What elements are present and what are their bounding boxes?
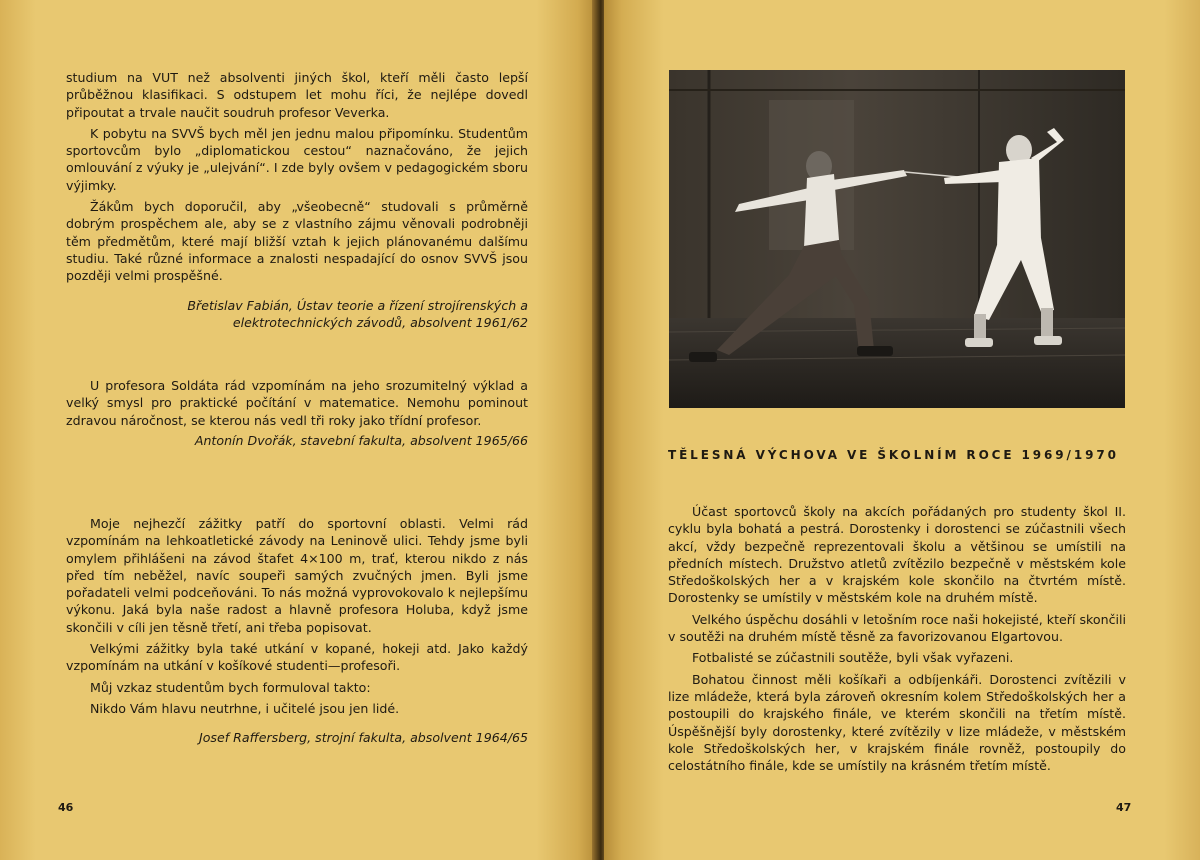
fencers-photo bbox=[669, 70, 1125, 408]
paragraph: U profesora Soldáta rád vzpomínám na jeho srozumitelný výklad a velký smysl pro praktické počítání v matematice. Nemohu pominout zdravou náročnost, se kterou nás vedl tři roky jako třídní profesor. bbox=[66, 378, 528, 428]
left-page bbox=[0, 0, 596, 860]
paragraph: Nikdo Vám hlavu neutrhne, i učitelé jsou jen lidé. bbox=[90, 700, 400, 716]
reminiscence-raffersberg bbox=[66, 515, 528, 747]
section-heading: TĚLESNÁ VÝCHOVA VE ŠKOLNÍM ROCE 1969/1970 bbox=[668, 448, 1119, 462]
page-number-right: 47 bbox=[1116, 801, 1132, 814]
page-number-left: 46 bbox=[58, 801, 74, 814]
reminiscence-dvorak bbox=[66, 377, 528, 449]
paragraph: Žákům bych doporučil, aby „všeobecně“ studovali s průměrně dobrým prospěchem ale, aby se z vlastního zájmu věnovali podrobněji těm předmětům, které mají bližší vztah k jejich plánovanému dalšímu studiu. Také různé informace a znalosti nespadající do osnov SVVŠ jsou později velmi prospěšné. bbox=[66, 199, 528, 284]
paragraph: Můj vzkaz studentům bych formuloval takto: bbox=[90, 679, 371, 695]
paragraph: Bohatou činnost měli košíkaři a odbíjenkáři. Dorostenci zvítězili v lize mládeže, která byla zároveň okresním kolem Středoškolských her a postoupili do krajského finále, ve kterém skončili na třetím místě. Úspěšnější byly dorostenky, které zvítězily v lize mládeže, v městském kole Středoškolských her, v krajském finále rovněž, postoupily do celostátního finále, kde se umístily na krásném třetím místě. bbox=[668, 671, 1126, 774]
paragraph: Účast sportovců školy na akcích pořádaných pro studenty škol II. cyklu byla bohatá a pestrá. Dorostenky i dorostenci se zúčastnili všech akcí, vždy bezpečně reprezentovali školu a většinou se umístili na předních místech. Družstvo atletů zvítězilo bezpečně v městském kole Středoškolských her a v krajském kole skončilo na čtvrtém místě. Dorostenky se umístily v městském kole na druhém místě. bbox=[668, 504, 1126, 606]
paragraph: K pobytu na SVVŠ bych měl jen jednu malou připomínku. Studentům sportovcům bylo „diplomatickou cestou“ naznačováno, že jejich omlouvání z výuky je „ulejvání“. I zde byly ovšem v pedagogickém sboru výjimky. bbox=[66, 125, 528, 193]
paragraph: Moje nejhezčí zážitky patří do sportovní oblasti. Velmi rád vzpomínám na lehkoatletické závody na Leninově ulici. Tehdy jsme byli omylem přihlášeni na závod štafet 4×100 m, trať, kterou nikdo z nás před tím neběžel, navíc soupeři samých zvučných jmen. Byli jsme pořadateli velmi podceňováni. To nás možná vyprovokovalo k nejlepšímu výkonu. Jaká byla naše radost a hlavně profesora Holuba, když jsme skončili v cíli jen těsně třetí, ani třeba popisovat. bbox=[66, 516, 528, 635]
author-signature: Antonín Dvořák, stavební fakulta, absolvent 1965/66 bbox=[194, 432, 528, 448]
paragraph: studium na VUT než absolventi jiných škol, kteří měli často lepší průběžnou klasifikaci. S odstupem let mohu říci, že nejlépe dovedl připoutat a trvale naučit soudruh profesor Veverka. bbox=[66, 70, 528, 120]
fencers-photo-image bbox=[669, 70, 1125, 408]
reminiscence-fabian bbox=[66, 69, 528, 331]
sports-report bbox=[668, 503, 1126, 774]
paragraph: Fotbalisté se zúčastnili soutěže, byli však vyřazeni. bbox=[692, 650, 1014, 666]
author-signature: Břetislav Fabián, Ústav teorie a řízení strojírenských a elektrotechnických závodů, absolvent 1961/62 bbox=[187, 297, 528, 330]
author-signature: Josef Raffersberg, strojní fakulta, absolvent 1964/65 bbox=[199, 730, 528, 746]
paragraph: Velkými zážitky byla také utkání v kopané, hokeji atd. Jako každý vzpomínám na utkání v košíkové studenti—profesoři. bbox=[66, 641, 528, 674]
paragraph: Velkého úspěchu dosáhli v letošním roce naši hokejisté, kteří skončili v soutěži na druhém místě těsně za favorizovanou Elgartovou. bbox=[668, 611, 1126, 645]
